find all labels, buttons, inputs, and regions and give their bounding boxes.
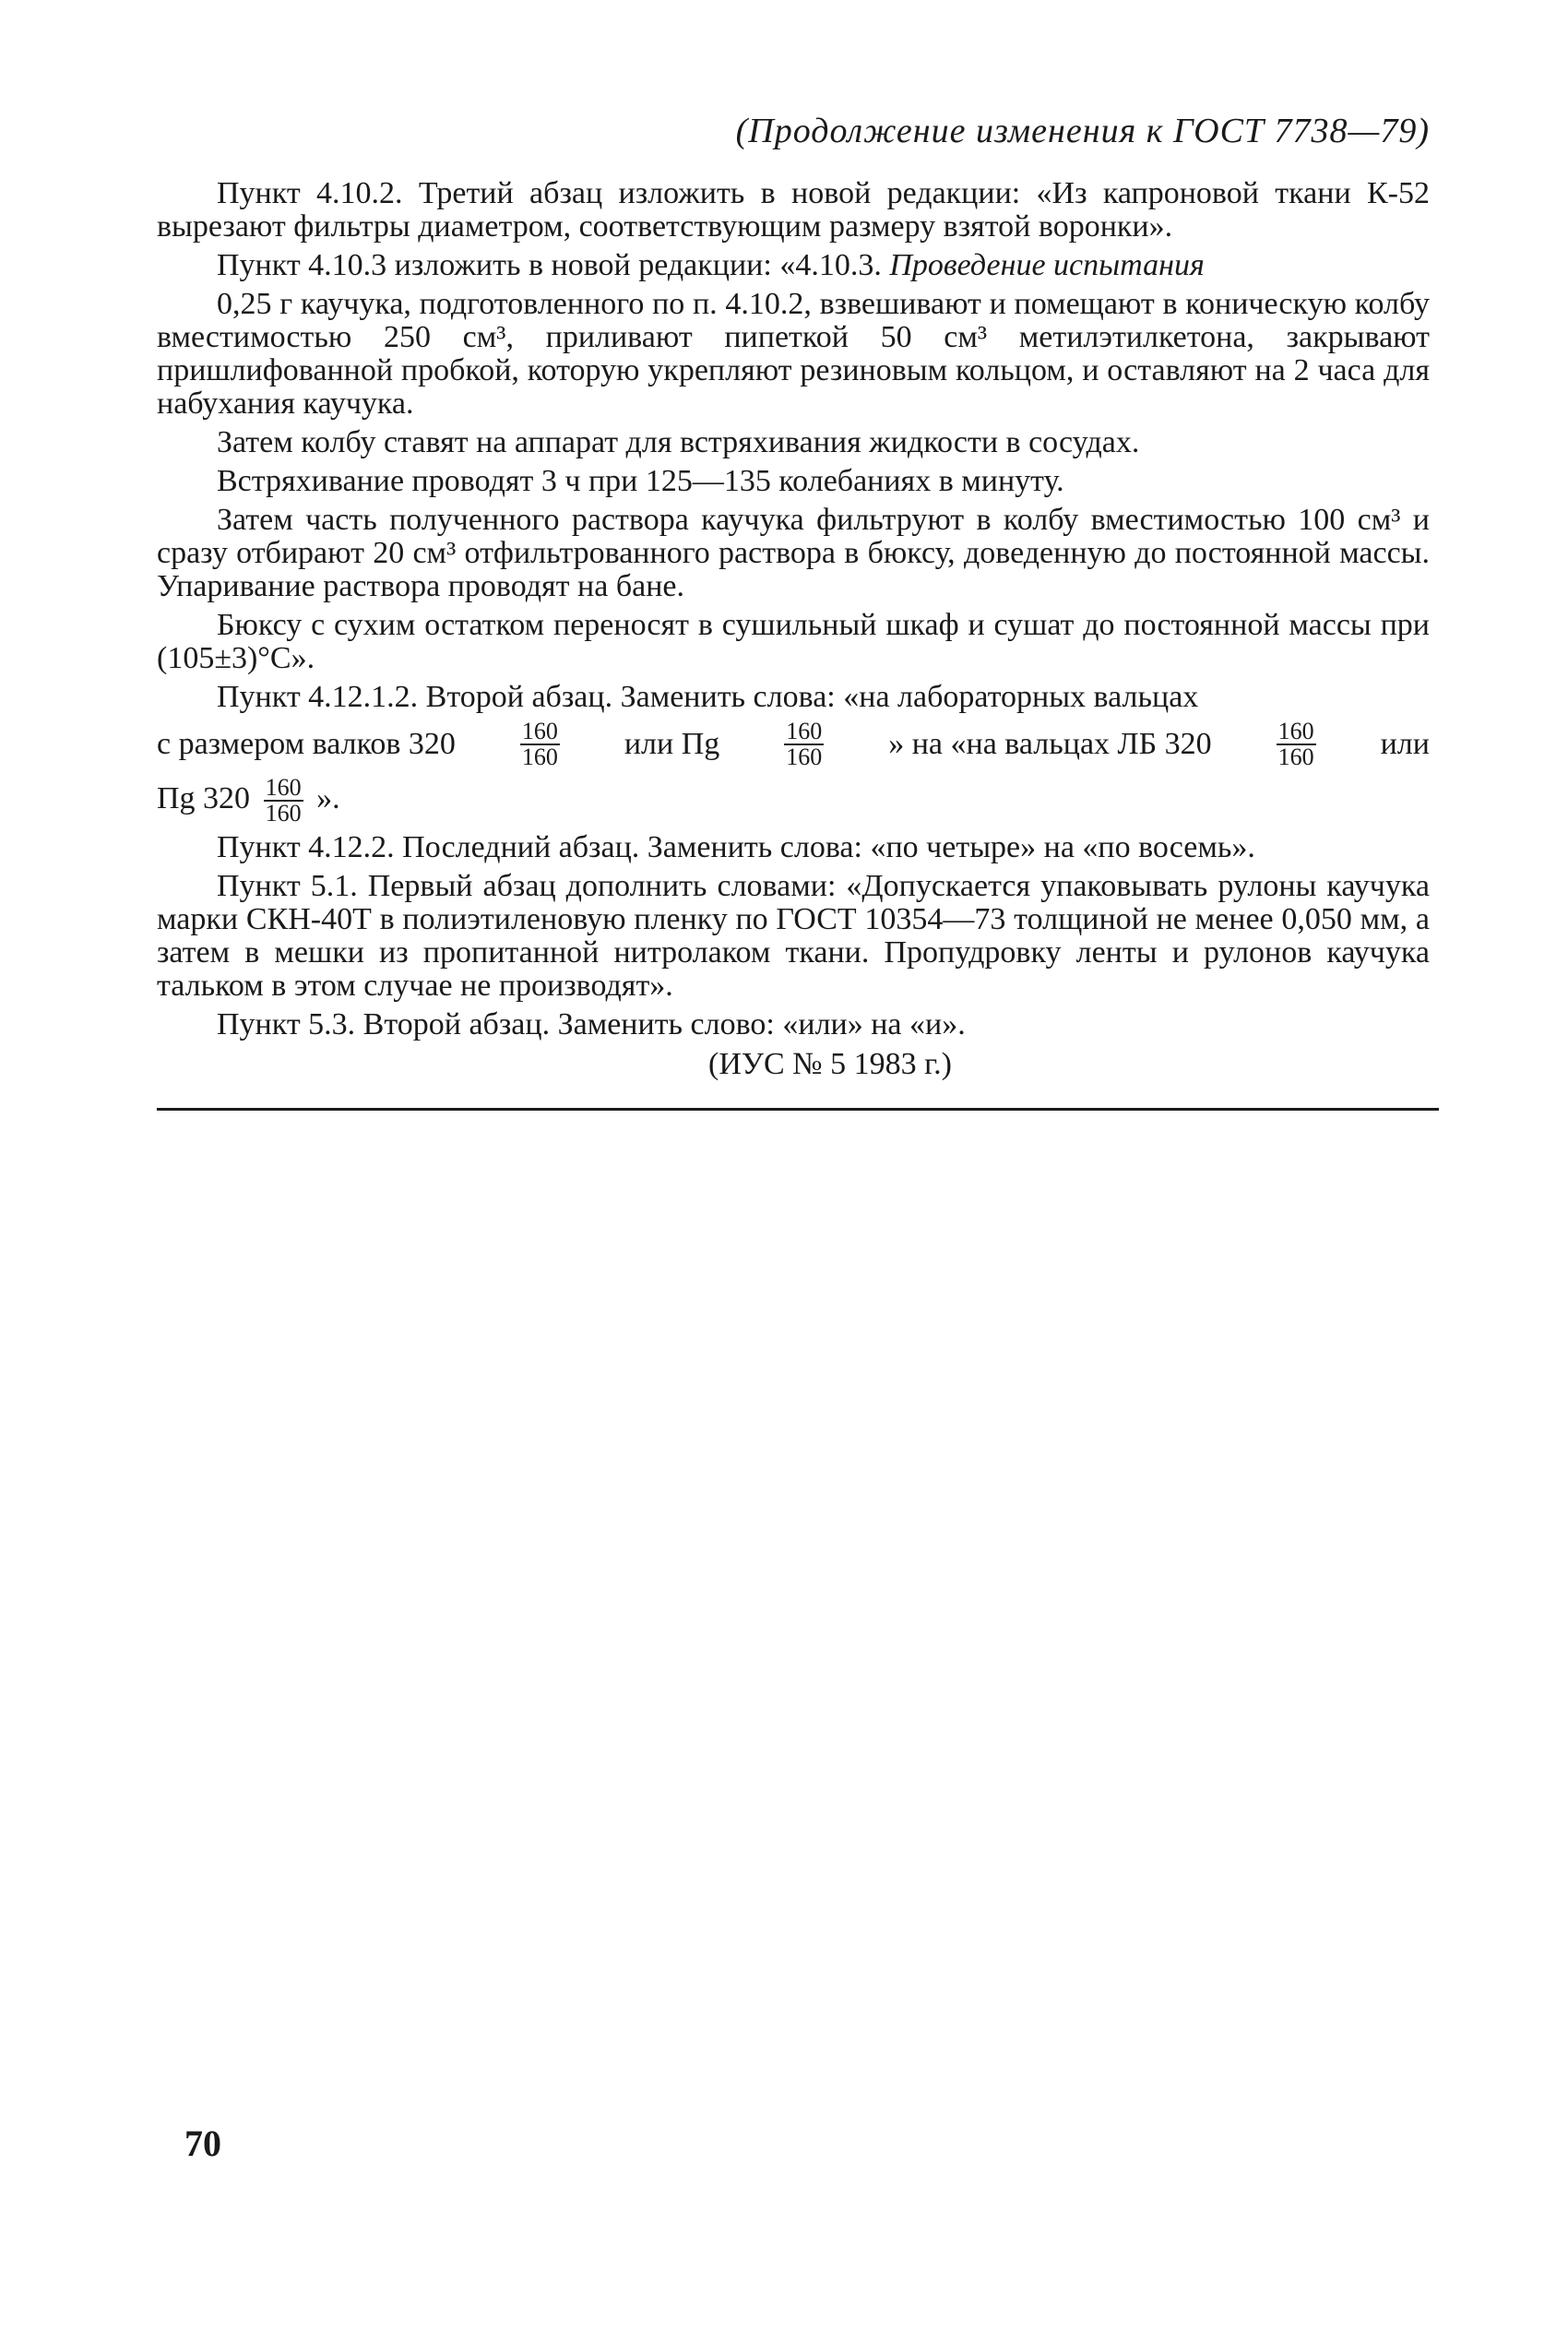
page-number: 70 [184, 2123, 221, 2164]
italic-heading: Проведение испытания [889, 248, 1205, 282]
fraction-denominator: 160 [521, 744, 558, 770]
paragraph: Затем часть полученного раствора каучука фильтруют в колбу вместимостью 100 см³ и сразу отбирают 20 см³ отфильтрованного раствора в бюксу, доведенную до постоянной массы. Упаривание раствора проводят на бане. [157, 503, 1430, 603]
paragraph: Пункт 5.3. Второй абзац. Заменить слово: «или» на «и». [217, 1007, 966, 1042]
formula-line [157, 720, 1430, 769]
fraction [1277, 720, 1316, 769]
formula-text: » на «на вальцах ЛБ 320 [888, 727, 1212, 761]
document-page [157, 111, 1430, 1111]
paragraph: Пункт 4.12.2. Последний абзац. Заменить слова: «по четыре» на «по восемь». [217, 830, 1255, 865]
paragraph: Встряхивание проводят 3 ч при 125—135 колебаниях в минуту. [217, 464, 1064, 498]
fraction-numerator: 160 [786, 718, 823, 744]
formula-text: Пg 320 [157, 781, 251, 815]
divider [157, 1108, 1439, 1111]
paragraph-text: Пункт 4.10.3 изложить в новой редакции: «4.10.3. [217, 248, 882, 282]
paragraph [157, 249, 1430, 282]
fraction-denominator: 160 [786, 744, 823, 770]
paragraph: 0,25 г каучука, подготовленного по п. 4.10.2, взвешивают и помещают в коническую колбу вместимостью 250 см³, приливают пипеткой 50 см³ метилэтилкетона, закрывают пришлифованной пробкой, которую укрепляют резиновым кольцом, и оставляют на 2 часа для набухания каучука. [157, 287, 1430, 421]
fraction-numerator: 160 [1277, 718, 1314, 744]
formula-line-2 [157, 775, 1430, 826]
fraction-numerator: 160 [521, 718, 558, 744]
paragraph: Затем колбу ставят на аппарат для встряхивания жидкости в сосудах. [217, 425, 1140, 459]
formula-text: ». [316, 781, 340, 815]
fraction [784, 720, 824, 769]
paragraph: Бюксу с сухим остатком переносят в сушильный шкаф и сушат до постоянной массы при (105±3)°С». [157, 608, 1430, 675]
formula-text: или Пg [624, 727, 720, 761]
fraction-denominator: 160 [1277, 744, 1314, 770]
fraction-numerator: 160 [265, 774, 302, 802]
formula-text: или [1380, 727, 1430, 761]
fraction-denominator: 160 [265, 800, 302, 827]
formula-text: с размером валков 320 [157, 727, 456, 761]
fraction [264, 776, 303, 826]
paragraph: Пункт 4.10.2. Третий абзац изложить в новой редакции: «Из капроновой ткани К-52 вырезают фильтры диаметром, соответствующим размеру взятой воронки». [157, 176, 1430, 244]
running-head: (Продолжение изменения к ГОСТ 7738—79) [735, 112, 1430, 150]
paragraph: Пункт 4.12.1.2. Второй абзац. Заменить слова: «на лабораторных вальцах [217, 680, 1199, 714]
paragraph: Пункт 5.1. Первый абзац дополнить словами: «Допускается упаковывать рулоны каучука марки СКН-40Т в полиэтиленовую пленку по ГОСТ 10354—73 толщиной не менее 0,050 мм, а затем в мешки из пропитанной нитролаком ткани. Пропудровку ленты и рулонов каучука тальком в этом случае не производят». [157, 869, 1430, 1004]
fraction [520, 720, 560, 769]
source-reference: (ИУС № 5 1983 г.) [708, 1047, 952, 1082]
